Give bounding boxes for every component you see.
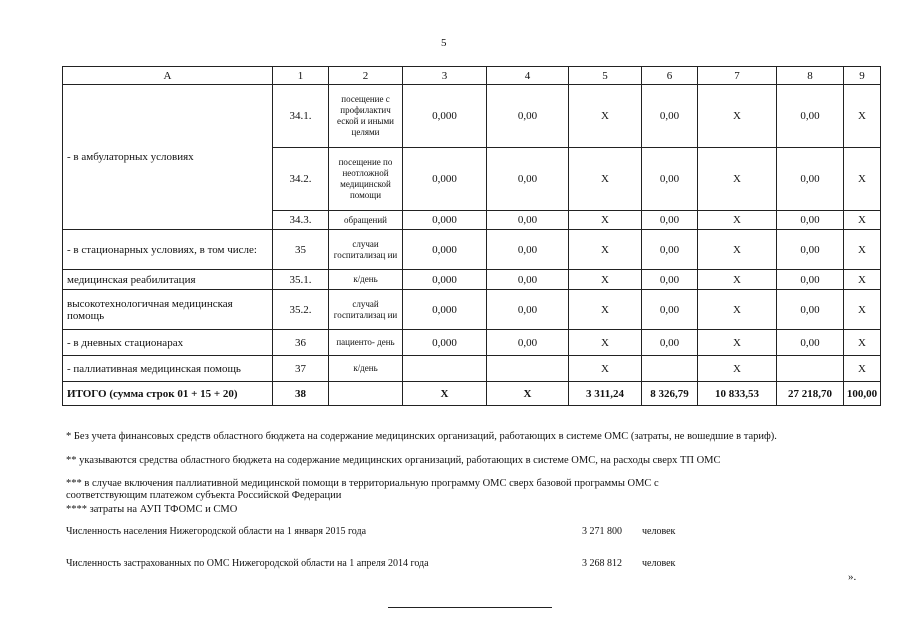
table-row	[63, 330, 881, 356]
table-row	[63, 85, 881, 148]
row-code: 38	[273, 382, 329, 406]
cell: 0,000	[403, 211, 487, 230]
page-number: 5	[441, 37, 447, 49]
insured-label: Численность застрахованных по ОМС Нижегородской области на 1 апреля 2014 года	[66, 558, 429, 569]
cell: X	[403, 382, 487, 406]
row-label: - в амбулаторных условиях	[63, 85, 273, 230]
cell: X	[569, 85, 642, 148]
col-header: 5	[569, 67, 642, 85]
footnote-3-line-2: соответствующим платежом субъекта Российской Федерации	[66, 490, 342, 501]
cell: X	[569, 270, 642, 290]
header-row	[63, 67, 881, 85]
cell: X	[844, 230, 881, 270]
closing-quote: ».	[848, 571, 857, 583]
col-header: 8	[777, 67, 844, 85]
cell: 0,00	[777, 148, 844, 211]
cell: 0,00	[777, 330, 844, 356]
cell: 0,000	[403, 270, 487, 290]
row-unit: к/день	[329, 356, 403, 382]
cell: 0,00	[642, 270, 698, 290]
col-header: 3	[403, 67, 487, 85]
cell: 0,00	[487, 148, 569, 211]
row-unit: пациенто- день	[329, 330, 403, 356]
cell	[642, 356, 698, 382]
cell: 0,000	[403, 148, 487, 211]
row-unit: посещение по неотложной медицинской помощи	[329, 148, 403, 211]
cell: 0,00	[777, 230, 844, 270]
row-unit	[329, 382, 403, 406]
cell: 0,00	[487, 211, 569, 230]
cell: 0,00	[777, 85, 844, 148]
row-code: 35.1.	[273, 270, 329, 290]
cell: 0,00	[642, 290, 698, 330]
cell: X	[569, 330, 642, 356]
cost-table	[62, 66, 881, 406]
footnote-1: * Без учета финансовых средств областного бюджета на содержание медицинских организаций, работающих в системе ОМС (затраты, не вошедшие в тариф).	[66, 431, 777, 442]
row-label: высокотехнологичная медицинская помощь	[63, 290, 273, 330]
cell: 0,00	[487, 330, 569, 356]
row-code: 37	[273, 356, 329, 382]
row-unit: случаи госпитализац ии	[329, 230, 403, 270]
cell	[403, 356, 487, 382]
cell: 27 218,70	[777, 382, 844, 406]
cell: X	[844, 85, 881, 148]
cell: X	[569, 148, 642, 211]
cell: 0,00	[487, 230, 569, 270]
row-code: 35	[273, 230, 329, 270]
col-header: 9	[844, 67, 881, 85]
footnote-2: ** указываются средства областного бюджета на содержание медицинских организаций, работающих в системе ОМС, на расходы сверх ТП ОМС	[66, 455, 721, 466]
cell: 0,00	[777, 290, 844, 330]
cell: X	[698, 290, 777, 330]
cell: 0,00	[642, 230, 698, 270]
cell: 10 833,53	[698, 382, 777, 406]
col-header: 2	[329, 67, 403, 85]
population-label: Численность населения Нижегородской области на 1 января 2015 года	[66, 526, 367, 537]
cell: 0,00	[487, 85, 569, 148]
footnote-3	[66, 478, 659, 502]
table-row	[63, 230, 881, 270]
row-code: 35.2.	[273, 290, 329, 330]
cell: X	[844, 148, 881, 211]
row-label: ИТОГО (сумма строк 01 + 15 + 20)	[63, 382, 273, 406]
cell: X	[844, 356, 881, 382]
row-code: 34.2.	[273, 148, 329, 211]
cell: 0,000	[403, 290, 487, 330]
row-unit: к/день	[329, 270, 403, 290]
cell: X	[569, 356, 642, 382]
cell: 0,00	[777, 270, 844, 290]
col-header: 7	[698, 67, 777, 85]
cell: X	[844, 330, 881, 356]
cell: X	[569, 230, 642, 270]
cell: X	[698, 85, 777, 148]
row-code: 34.3.	[273, 211, 329, 230]
cell: 8 326,79	[642, 382, 698, 406]
cell: X	[844, 270, 881, 290]
cell	[777, 356, 844, 382]
cell: X	[844, 211, 881, 230]
row-label: - в стационарных условиях, в том числе:	[63, 230, 273, 270]
footnote-3-line-1: *** в случае включения паллиативной медицинской помощи в территориальную программу ОМС сверх базовой программы ОМС с	[66, 478, 659, 489]
row-unit: случай госпитализац ии	[329, 290, 403, 330]
cell: 0,00	[487, 270, 569, 290]
table-row	[63, 270, 881, 290]
cell: 0,00	[487, 290, 569, 330]
row-label: - в дневных стационарах	[63, 330, 273, 356]
insured-value: 3 268 812	[582, 558, 622, 569]
cell: X	[698, 211, 777, 230]
cell: 0,000	[403, 330, 487, 356]
cell: 0,000	[403, 230, 487, 270]
row-label: медицинская реабилитация	[63, 270, 273, 290]
cell: 3 311,24	[569, 382, 642, 406]
cell: X	[487, 382, 569, 406]
table-row	[63, 356, 881, 382]
col-header: 6	[642, 67, 698, 85]
cell: 0,00	[642, 85, 698, 148]
table-row	[63, 290, 881, 330]
row-label: - паллиативная медицинская помощь	[63, 356, 273, 382]
cell: X	[698, 330, 777, 356]
cell: 0,00	[777, 211, 844, 230]
cell: 0,00	[642, 148, 698, 211]
cell: 0,00	[642, 211, 698, 230]
cell: X	[698, 356, 777, 382]
row-code: 34.1.	[273, 85, 329, 148]
cell: 0,000	[403, 85, 487, 148]
col-header: 1	[273, 67, 329, 85]
footnote-4: **** затраты на АУП ТФОМС и СМО	[66, 504, 238, 515]
signature-rule	[388, 607, 552, 608]
col-header: 4	[487, 67, 569, 85]
cell: 0,00	[642, 330, 698, 356]
cell: X	[569, 211, 642, 230]
row-unit: обращений	[329, 211, 403, 230]
col-header: А	[63, 67, 273, 85]
population-unit: человек	[642, 526, 676, 537]
cell: X	[698, 148, 777, 211]
cell: 100,00	[844, 382, 881, 406]
total-row	[63, 382, 881, 406]
cell: X	[698, 230, 777, 270]
population-value: 3 271 800	[582, 526, 622, 537]
cell	[487, 356, 569, 382]
cell: X	[698, 270, 777, 290]
cell: X	[569, 290, 642, 330]
row-code: 36	[273, 330, 329, 356]
cell: X	[844, 290, 881, 330]
insured-unit: человек	[642, 558, 676, 569]
row-unit: посещение с профилактич еской и иными целями	[329, 85, 403, 148]
